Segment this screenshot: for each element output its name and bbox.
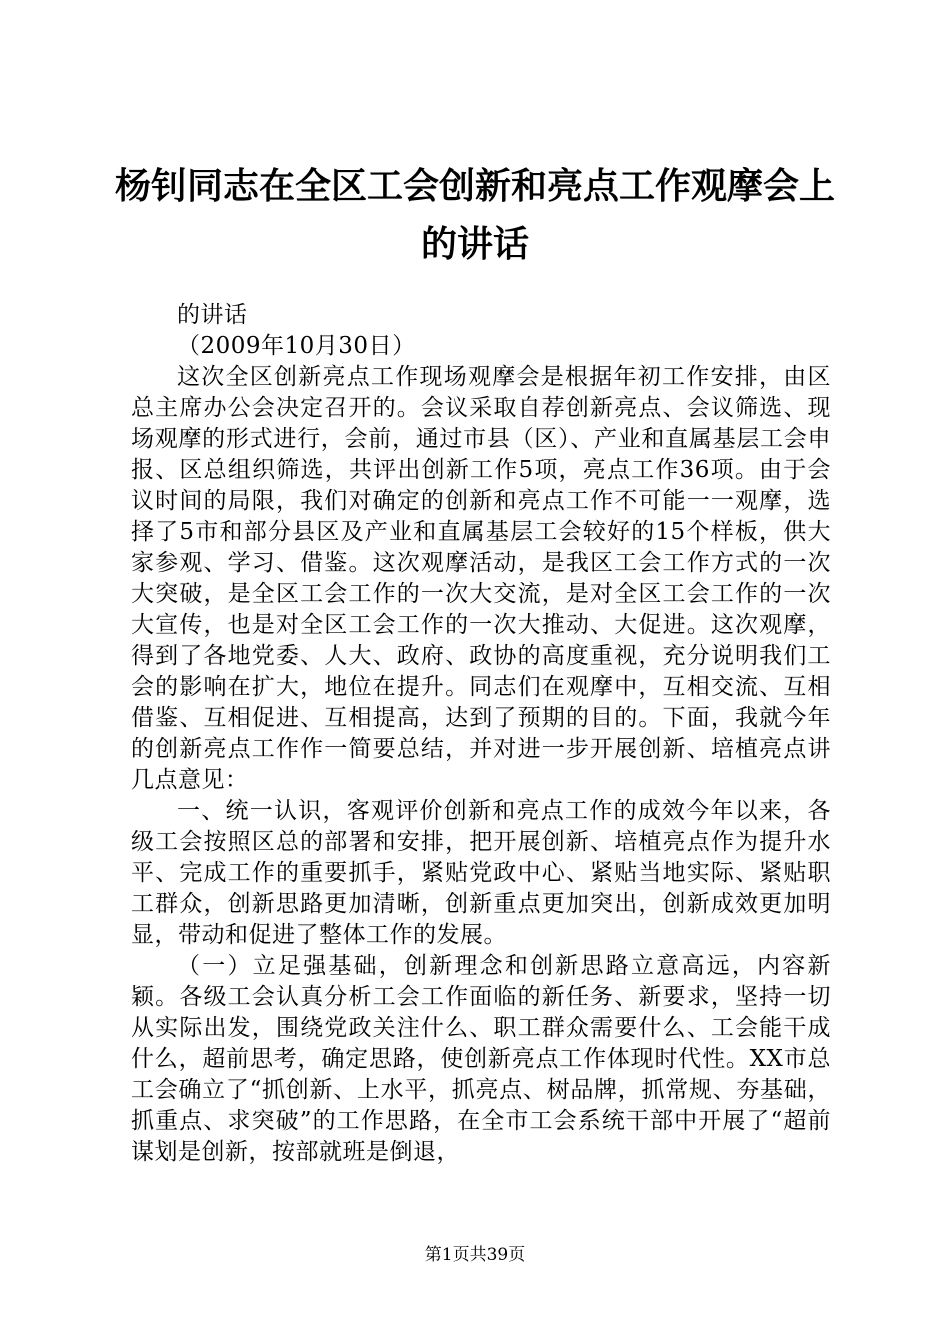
paragraph: 这次全区创新亮点工作现场观摩会是根据年初工作安排，由区总主席办公会决定召开的。会议采取自荐创新亮点、会议筛选、现场观摩的形式进行，会前，通过市县（区）、产业和直属基层工会申报、区总组织筛选，共评出创新工作5项，亮点工作36项。由于会议时间的局限，我们对确定的创新和亮点工作不可能一一观摩，选择了5市和部分县区及产业和直属基层工会较好的15个样板，供大家参观、学习、借鉴。这次观摩活动，是我区工会工作方式的一次大突破，是全区工会工作的一次大交流，是对全区工会工作的一次大宣传，也是对全区工会工作的一次大推动、大促进。这次观摩，得到了各地党委、人大、政府、政协的高度重视，充分说明我们工会的影响在扩大，地位在提升。同志们在观摩中，互相交流、互相借鉴、互相促进、互相提高，达到了预期的目的。下面，我就今年的创新亮点工作作一简要总结，并对进一步开展创新、培植亮点讲几点意见： bbox=[131, 364, 831, 793]
date-line: （2009年10月30日） bbox=[177, 333, 416, 359]
paragraph: （一）立足强基础，创新理念和创新思路立意高远，内容新颖。各级工会认真分析工会工作面临的新任务、新要求，坚持一切从实际出发，围绕党政关注什么、职工群众需要什么、工会能干成什么，超前思考，确定思路，使创新亮点工作体现时代性。XX市总工会确立了“抓创新、上水平，抓亮点、树品牌，抓常规、夯基础，抓重点、求突破”的工作思路，在全市工会系统干部中开展了“超前谋划是创新，按部就班是倒退， bbox=[131, 953, 831, 1165]
subtitle-line: 的讲话 bbox=[177, 302, 248, 328]
document-body bbox=[131, 300, 831, 1168]
page-total: 共39页 bbox=[469, 1245, 526, 1265]
paragraph: 一、统一认识，客观评价创新和亮点工作的成效今年以来，各级工会按照区总的部署和安排，把开展创新、培植亮点作为提升水平、完成工作的重要抓手，紧贴党政中心、紧贴当地实际、紧贴职工群众，创新思路更加清晰，创新重点更加突出，创新成效更加明显，带动和促进了整体工作的发展。 bbox=[131, 798, 831, 948]
document-title: 杨钊同志在全区工会创新和亮点工作观摩会上的讲话 bbox=[114, 166, 835, 265]
page-footer bbox=[0, 1243, 950, 1267]
page-number: 第1页 bbox=[424, 1245, 470, 1265]
